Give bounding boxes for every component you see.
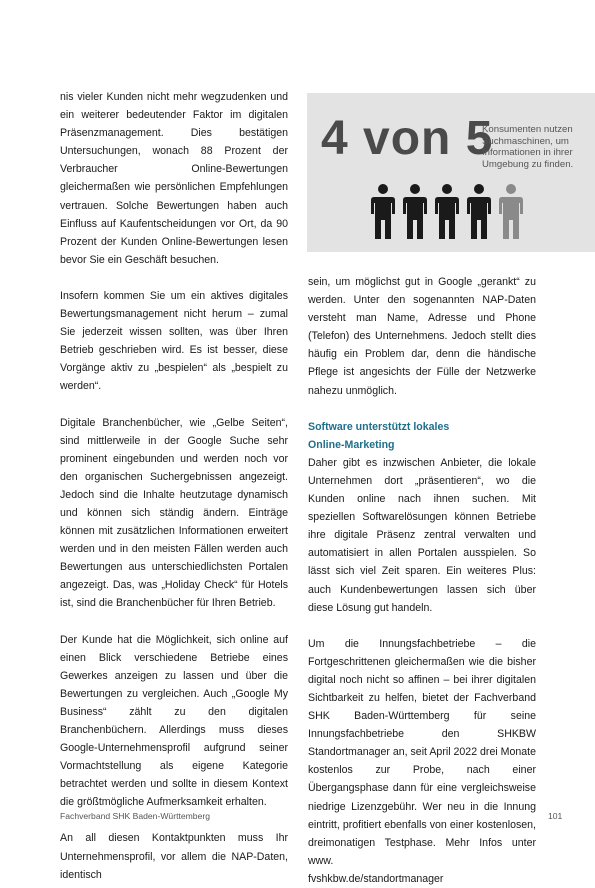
paragraph: sein, um möglichst gut in Google „gerankt“ zu werden. Unter den sogenannten NAP-Daten versteht man Name, Adresse und Phone (Telefon) des Unternehmens. Jedoch stellt dies häufig ein Problem dar, denn die händische Pflege ist angesichts der Fülle der Netzwerke nahezu unmöglich. [308, 276, 536, 397]
person-icon [403, 184, 427, 239]
paragraph: Digitale Branchenbücher, wie „Gelbe Seiten“, sind mittlerweile in der Google Suche sehr prominent eingebunden und werden noch vor den organischen Suchergebnissen angezeigt. Jedoch sind die Inhalte heutzutage dynamisch und können sich ständig ändern. Einträge können mit zusätzlichen Informationen erweitert werden und in den meisten Fällen werden auch Bewertungen aus unterschiedlichsten Portalen angezeigt. Das, was „Holiday Check“ für Hotels ist, sind die Branchenbücher für Ihren Betrieb. [60, 416, 288, 610]
stat-headline: 4 von 5 [321, 112, 494, 165]
right-column [308, 273, 536, 888]
stat-caption-line: Suchmaschinen, um [482, 135, 569, 147]
people-icons [370, 184, 540, 240]
section-heading-line: Online-Marketing [308, 438, 395, 451]
statistic-infographic [307, 93, 595, 252]
person-icon [435, 184, 459, 239]
stat-caption-line: Informationen in ihrer [482, 147, 573, 158]
person-icon [499, 184, 523, 239]
section-heading-line: Software unterstützt lokales [308, 420, 450, 433]
paragraph: Der Kunde hat die Möglichkeit, sich online auf einen Blick verschiedene Betriebe eines Gewerkes anzeigen zu lassen und über die Bewertungen zu vergleichen. Auch „Google My Business“ zählt zu den digitalen Branchenbüchern. Allerdings muss dieses Google-Unternehmensprofil aufgrund seiner Vormachtstellung als eigene Kategorie betrachtet werden und sollte in diesem Kontext die größtmögliche Aufmerksamkeit erhalten. [60, 633, 288, 809]
stat-caption-line: Konsumenten nutzen [482, 124, 573, 135]
paragraph: Insofern kommen Sie um ein aktives digitales Bewertungsmanagement nicht herum – zumal Sie jederzeit wissen sollten, was über Ihren Betrieb geschrieben wird. Es ist besser, diese Vorgänge aktiv zu „bespielen“ als „bespielt zu werden“. [60, 289, 288, 393]
paragraph: An all diesen Kontaktpunkten muss Ihr Unternehmensprofil, vor allem die NAP-Daten, identisch [60, 832, 288, 881]
person-icon [467, 184, 491, 239]
paragraph: Daher gibt es inzwischen Anbieter, die lokale Unternehmen dort „präsentieren“, wo die Kunden online nach ihnen suchen. Mit speziellen Softwarelösungen können Betriebe ihre digitale Präsenz zentral verwalten und automatisiert in allen Portalen ausspielen. So lässt sich viel Zeit sparen. Ein weiteres Plus: auch Kundenbewertungen lassen sich über diese Lösung gut handeln. [308, 456, 536, 614]
paragraph: Um die Innungsfachbetriebe – die Fortgeschrittenen gleichermaßen wie die bisher digital noch nicht so affinen – bei ihrer digitalen Sichtbarkeit zu helfen, bietet der Fachverband SHK Baden-Württemberg für seine Innungsfachbetriebe den SHKBW Standortmanager an, seit April 2022 drei Monate kostenlos zur Probe, nach einer Übergangsphase dann für eine vergleichsweise niedrige Lizenzgebühr. Wer neu in die Innung eintritt, profitiert ebenfalls von einer kostenlosen, dreimonatigen Testphase. Mehr Infos unter www. [308, 637, 536, 867]
left-column [60, 88, 288, 884]
person-icon [371, 184, 395, 239]
stat-caption [482, 124, 592, 170]
page-number: 101 [548, 811, 563, 821]
stat-caption-line: Umgebung zu finden. [482, 158, 574, 170]
web-link[interactable]: fvshkbw.de/standortmanager [308, 872, 444, 885]
paragraph: nis vieler Kunden nicht mehr wegzudenken und ein weiterer bedeutender Faktor im digitalen Präsenzmanagement. Dies bestätigen Untersuchungen, wonach 88 Prozent der Verbraucher Online-Bewertungen gleichermaßen wie persönlichen Empfehlungen vertrauen. Solche Bewertungen haben auch Einfluss auf Kaufentscheidungen vor Ort, da 90 Prozent der Kunden Online-Bewertungen lesen bevor Sie ein Geschäft besuchen. [60, 91, 288, 266]
footer-publisher: Fachverband SHK Baden-Württemberg [60, 811, 210, 821]
section-heading [308, 418, 536, 454]
